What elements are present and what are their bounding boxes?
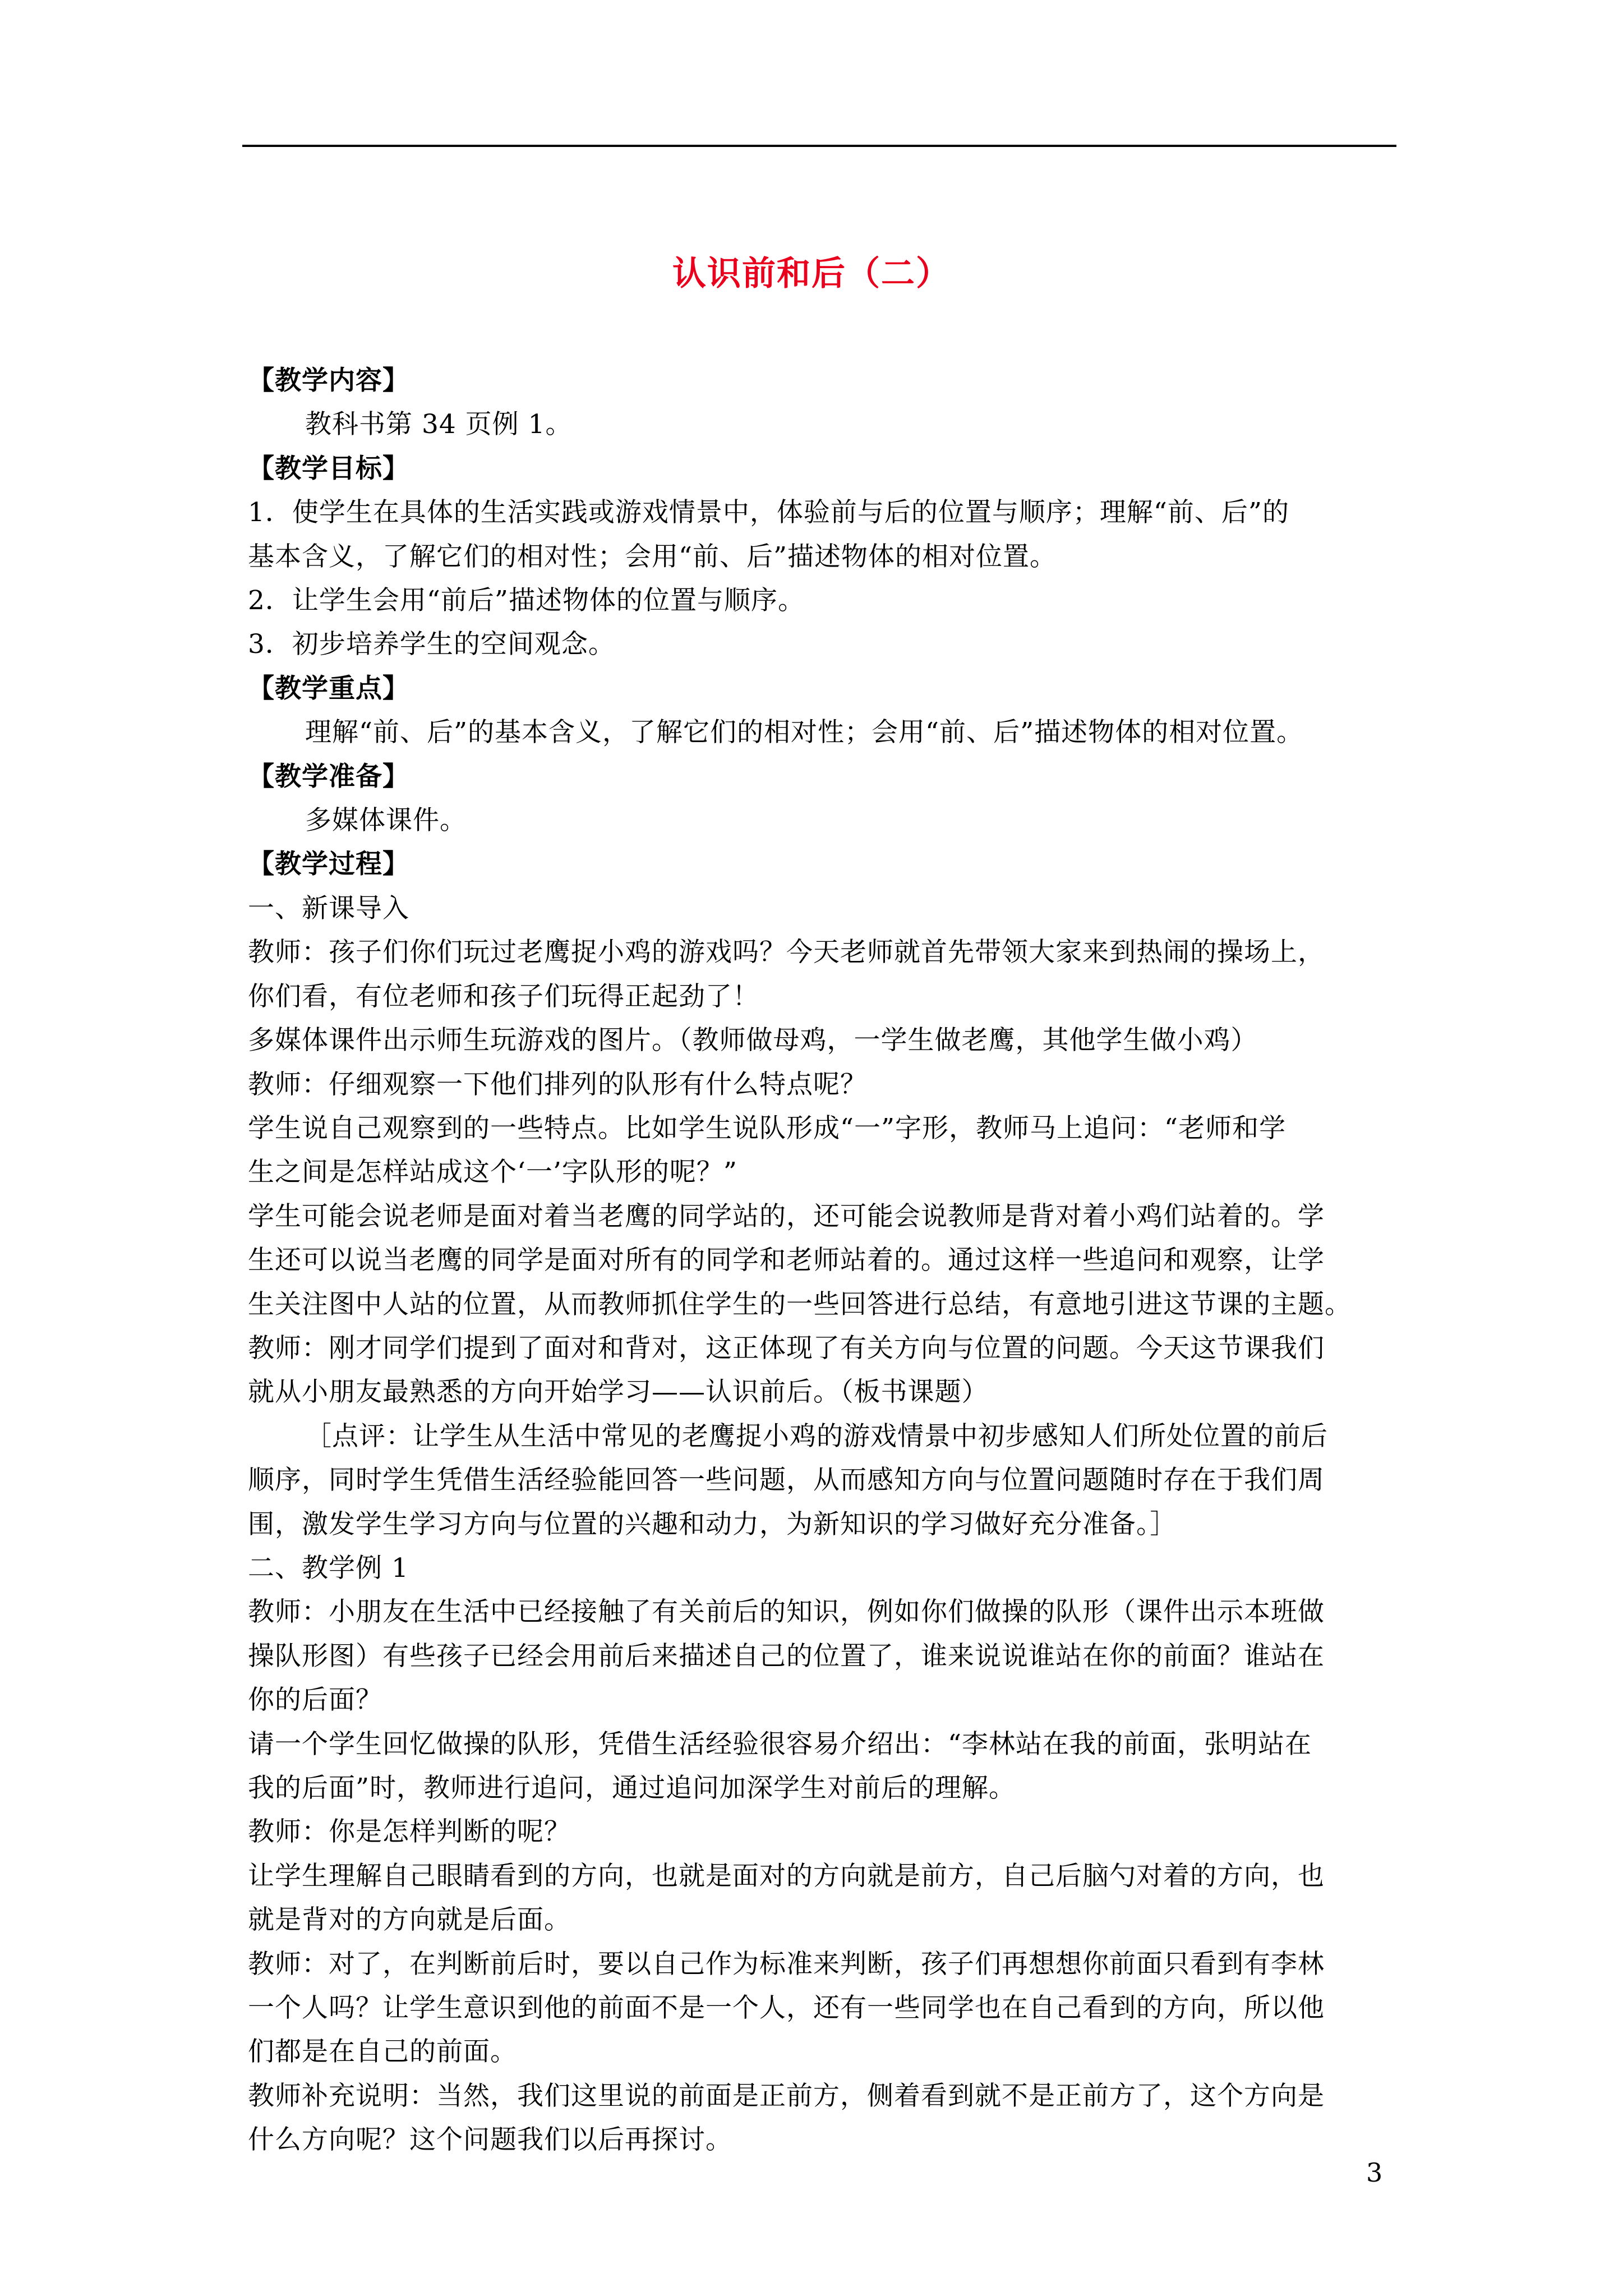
key-text: 理解“前、后”的基本含义，了解它们的相对性；会用“前、后”描述物体的相对位置。: [305, 717, 1304, 748]
content-text: 教科书第 34 页例 1。: [305, 409, 573, 440]
body-line: 请一个学生回忆做操的队形，凭借生活经验很容易介绍出：“李林站在我的前面，张明站在: [248, 1728, 1312, 1760]
comment-line: 围，激发学生学习方向与位置的兴趣和动力，为新知识的学习做好充分准备。］: [248, 1508, 1177, 1540]
goal-line: 1．使学生在具体的生活实践或游戏情景中，体验前与后的位置与顺序；理解“前、后”的: [248, 497, 1289, 528]
document-body: [248, 359, 1400, 2162]
comment-line: 顺序，同时学生凭借生活经验能回答一些问题，从而感知方向与位置问题随时存在于我们周: [248, 1465, 1325, 1496]
subsection-title: 一、新课导入: [248, 892, 409, 924]
body-line: 教师：孩子们你们玩过老鹰捉小鸡的游戏吗？今天老师就首先带领大家来到热闹的操场上，: [248, 937, 1325, 968]
body-line: 多媒体课件出示师生玩游戏的图片。（教师做母鸡，一学生做老鹰，其他学生做小鸡）: [248, 1025, 1258, 1056]
body-line: 操队形图）有些孩子已经会用前后来描述自己的位置了，谁来说说谁站在你的前面？谁站在: [248, 1640, 1325, 1672]
header-rule: [242, 145, 1396, 147]
body-line: 教师：仔细观察一下他们排列的队形有什么特点呢？: [248, 1069, 867, 1100]
section-heading-content: 【教学内容】: [248, 365, 409, 396]
body-line: 生之间是怎样站成这个‘一’字队形的呢？”: [248, 1157, 737, 1188]
subsection-title: 二、教学例 1: [248, 1552, 409, 1584]
goal-line: 3．初步培养学生的空间观念。: [248, 629, 615, 660]
body-line: 让学生理解自己眼睛看到的方向，也就是面对的方向就是前方，自己后脑勺对着的方向，也: [248, 1860, 1325, 1892]
body-line: 一个人吗？让学生意识到他的前面不是一个人，还有一些同学也在自己看到的方向，所以他: [248, 1993, 1325, 2024]
body-line: 你们看，有位老师和孩子们玩得正起劲了！: [248, 981, 759, 1012]
prep-text: 多媒体课件。: [305, 805, 467, 836]
body-line: 学生说自己观察到的一些特点。比如学生说队形成“一”字形，教师马上追问：“老师和学: [248, 1112, 1287, 1144]
section-heading-goals: 【教学目标】: [248, 453, 409, 484]
body-line: 们都是在自己的前面。: [248, 2036, 517, 2068]
section-heading-process: 【教学过程】: [248, 849, 409, 880]
section-heading-key: 【教学重点】: [248, 673, 409, 704]
page-title: 认识前和后（二）: [672, 254, 951, 293]
body-line: 生关注图中人站的位置，从而教师抓住学生的一些回答进行总结，有意地引进这节课的主题。: [248, 1289, 1352, 1320]
body-line: 我的后面”时，教师进行追问，通过追问加深学生对前后的理解。: [248, 1773, 1016, 1803]
goal-line: 基本含义，了解它们的相对性；会用“前、后”描述物体的相对位置。: [248, 541, 1057, 572]
body-line: 教师：小朋友在生活中已经接触了有关前后的知识，例如你们做操的队形（课件出示本班做: [248, 1596, 1325, 1628]
body-line: 什么方向呢？这个问题我们以后再探讨。: [248, 2124, 732, 2156]
section-heading-prep: 【教学准备】: [248, 761, 409, 792]
page-number: 3: [1366, 2157, 1383, 2188]
body-line: 教师：刚才同学们提到了面对和背对，这正体现了有关方向与位置的问题。今天这节课我们: [248, 1332, 1325, 1364]
body-line: 教师补充说明：当然，我们这里说的前面是正前方，侧着看到就不是正前方了，这个方向是: [248, 2080, 1325, 2111]
body-line: 教师：对了，在判断前后时，要以自己作为标准来判断，孩子们再想想你前面只看到有李林: [248, 1948, 1325, 1980]
goal-line: 2．让学生会用“前后”描述物体的位置与顺序。: [248, 585, 805, 616]
comment-line: ［点评：让学生从生活中常见的老鹰捉小鸡的游戏情景中初步感知人们所处位置的前后: [305, 1420, 1328, 1452]
body-line: 就是背对的方向就是后面。: [248, 1904, 571, 1936]
body-line: 就从小朋友最熟悉的方向开始学习——认识前后。（板书课题）: [248, 1377, 989, 1408]
body-line: 学生可能会说老师是面对着当老鹰的同学站的，还可能会说教师是背对着小鸡们站着的。学: [248, 1200, 1325, 1232]
body-line: 你的后面？: [248, 1685, 382, 1716]
body-line: 生还可以说当老鹰的同学是面对所有的同学和老师站着的。通过这样一些追问和观察，让学: [248, 1245, 1325, 1276]
body-line: 教师：你是怎样判断的呢？: [248, 1816, 571, 1848]
